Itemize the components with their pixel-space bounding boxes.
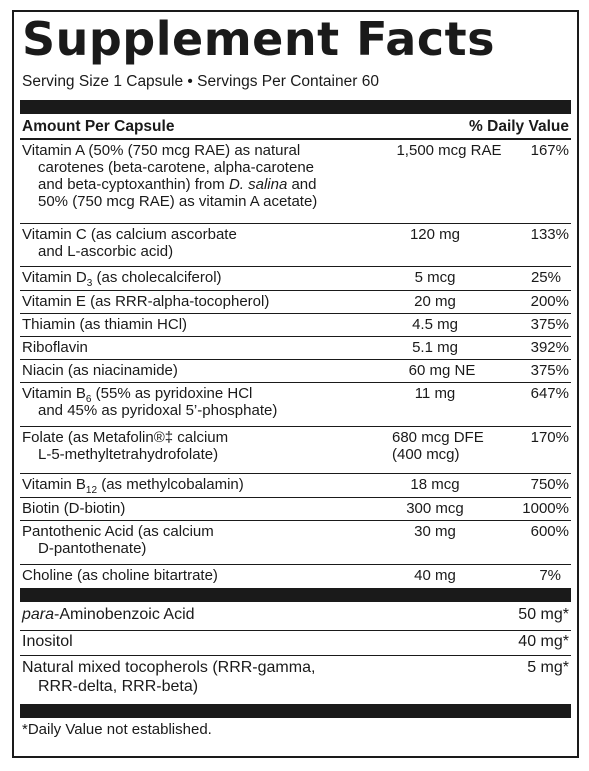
nutrient-amount: 680 mcg DFE (400 mcg) — [392, 429, 484, 463]
nutrient-name: Niacin (as niacinamide) — [22, 362, 178, 379]
nutrient-amount: 60 mg NE — [408, 362, 476, 379]
nutrient-name: Biotin (D-biotin) — [22, 500, 126, 517]
amount-header: Amount Per Capsule — [22, 118, 175, 135]
nutrient-name: Vitamin $B_6$ (55% as pyridoxine HCl and 45% as pyridoxal 5’-phosphate) — [22, 385, 278, 419]
ingredient-amount: 50 mg* — [518, 606, 569, 623]
list-item — [22, 498, 569, 520]
nutrient-name: Choline (as choline bitartrate) — [22, 567, 218, 584]
list-item — [22, 337, 569, 359]
ingredient-amount: 40 mg* — [518, 633, 569, 650]
nutrient-amount: 18 mcg — [410, 476, 460, 493]
nutrient-dv: 167% — [530, 142, 569, 159]
nutrient-dv: 170% — [530, 429, 569, 446]
serving-info: Serving Size 1 Capsule • Servings Per Container 60 — [22, 73, 379, 90]
nutrient-name: Riboflavin — [22, 339, 88, 356]
nutrient-dv: 750% — [530, 476, 569, 493]
nutrient-amount: 4.5 mg — [412, 316, 458, 333]
nutrient-dv: 1000% — [522, 500, 569, 517]
list-item — [22, 565, 569, 587]
nutrient-amount: 1,500 mcg RAE — [396, 142, 502, 159]
nutrient-dv: 7% — [539, 567, 561, 584]
list-item — [22, 383, 569, 425]
list-item — [22, 267, 569, 289]
nutrient-amount: 300 mcg — [406, 500, 464, 517]
nutrient-dv: 200% — [530, 293, 569, 310]
nutrient-name: Pantothenic Acid (as calcium D-pantothenate) — [22, 523, 214, 557]
supplement-facts-panel — [12, 10, 579, 758]
list-item — [22, 656, 569, 702]
nutrient-dv: 647% — [530, 385, 569, 402]
nutrient-dv: 600% — [530, 523, 569, 540]
list-item — [22, 224, 569, 264]
panel-title: Supplement Facts — [22, 12, 495, 66]
list-item — [22, 604, 569, 630]
column-header — [22, 116, 569, 138]
daily-value-header: % Daily Value — [469, 118, 569, 135]
nutrient-name: Folate (as Metafolin®‡ calcium L-5-methyltetrahydrofolate) — [22, 429, 229, 463]
nutrient-name: Thiamin (as thiamin HCl) — [22, 316, 188, 333]
nutrient-amount: 30 mg — [414, 523, 456, 540]
list-item — [22, 314, 569, 336]
nutrient-name: Vitamin E (as RRR-alpha-tocopherol) — [22, 293, 270, 310]
nutrient-name: Vitamin C (as calcium ascorbate and L-ascorbic acid) — [22, 226, 237, 260]
list-item — [22, 291, 569, 313]
thick-divider — [20, 588, 571, 602]
nutrient-dv: 392% — [530, 339, 569, 356]
ingredient-name: Natural mixed tocopherols (RRR-gamma, RRR-delta, RRR-beta) — [22, 659, 316, 695]
ingredient-amount: 5 mg* — [527, 659, 569, 676]
thick-divider — [20, 100, 571, 114]
nutrient-amount: 40 mg — [414, 567, 456, 584]
nutrient-name: Vitamin $D_3$ (as cholecalciferol) — [22, 269, 222, 289]
ingredient-name: para-Aminobenzoic Acid — [22, 606, 195, 623]
nutrient-dv: 375% — [530, 362, 569, 379]
nutrient-amount: 5.1 mg — [412, 339, 458, 356]
list-item — [22, 474, 569, 496]
footnote: *Daily Value not established. — [22, 721, 212, 738]
nutrient-name: Vitamin $B_{12}$ (as methylcobalamin) — [22, 476, 244, 496]
nutrient-amount: 11 mg — [414, 385, 456, 402]
list-item — [22, 360, 569, 382]
nutrient-amount: 120 mg — [409, 226, 461, 243]
nutrient-dv: 375% — [530, 316, 569, 333]
list-item — [22, 631, 569, 655]
nutrient-amount: 20 mg — [414, 293, 456, 310]
nutrient-amount: 5 mcg — [414, 269, 456, 286]
nutrient-name: Vitamin A (50% (750 mcg RAE) as natural carotenes (beta-carotene, alpha-carotene and beta-cyptoxanthin) from D. salina and 50% (750 mcg RAE) as vitamin A acetate) — [22, 142, 318, 210]
nutrient-dv: 133% — [530, 226, 569, 243]
nutrient-dv: 25% — [530, 269, 561, 286]
ingredient-name: Inositol — [22, 633, 73, 650]
list-item — [22, 140, 569, 222]
list-item — [22, 521, 569, 563]
list-item — [22, 427, 569, 473]
thick-divider — [20, 704, 571, 718]
